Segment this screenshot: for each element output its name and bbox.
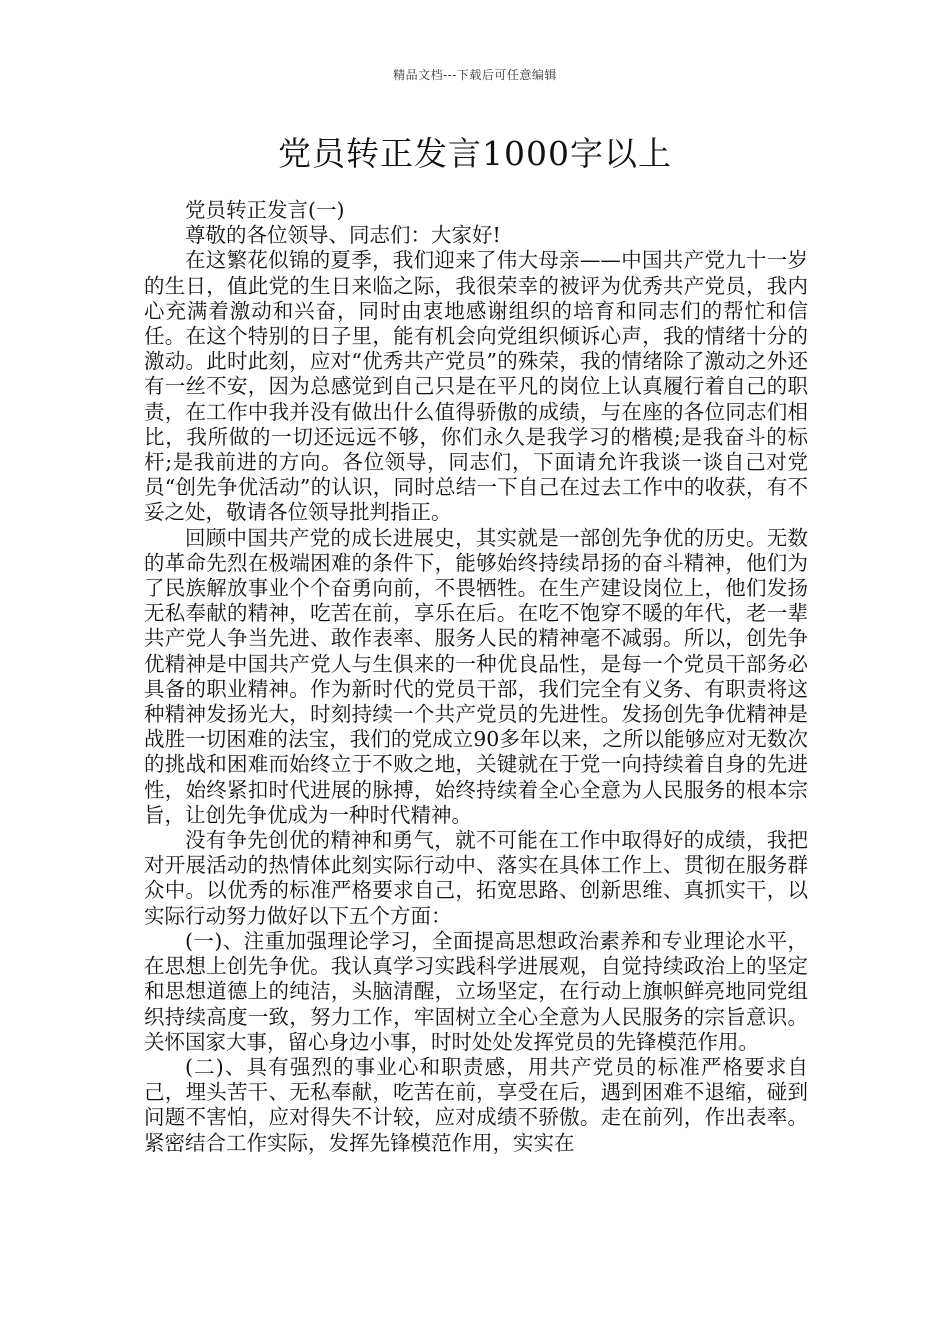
section-heading: 党员转正发言(一) [185,198,345,222]
document-body [144,198,808,1156]
body-paragraph: (一)、注重加强理论学习，全面提高思想政治素养和专业理论水平，在思想上创先争优。我认真学习实践科学进展观，自觉持续政治上的坚定和思想道德上的纯洁，头脑清醒，立场坚定，在行动上旗帜鲜亮地同党组织持续高度一致，努力工作，牢固树立全心全意为人民服务的宗旨意识。关怀国家大事，留心身边小事，时时处处发挥党员的先锋模范作用。 [144,928,808,1054]
body-paragraph: 没有争先创优的精神和勇气，就不可能在工作中取得好的成绩，我把对开展活动的热情体此刻实际行动中、落实在具体工作上、贯彻在服务群众中。以优秀的标准严格要求自己，拓宽思路、创新思维、真抓实干，以实际行动努力做好以下五个方面： [144,828,808,928]
body-paragraph: (二)、具有强烈的事业心和职责感，用共产党员的标准严格要求自己，埋头苦干、无私奉献，吃苦在前，享受在后，遇到困难不退缩，碰到问题不害怕，应对得失不计较，应对成绩不骄傲。走在前列，作出表率。紧密结合工作实际，发挥先锋模范作用，实实在 [144,1054,808,1155]
header-note: 精品文档---下载后可任意编辑 [393,68,557,82]
document-title: 党员转正发言1000字以上 [278,134,672,173]
salutation: 尊敬的各位领导、同志们：大家好! [185,223,501,248]
body-paragraph: 在这繁花似锦的夏季，我们迎来了伟大母亲——中国共产党九十一岁的生日，值此党的生日来临之际，我很荣幸的被评为优秀共产党员，我内心充满着激动和兴奋，同时由衷地感谢组织的培育和同志们的帮忙和信任。在这个特别的日子里，能有机会向党组织倾诉心声，我的情绪十分的激动。此时此刻，应对“优秀共产党员”的殊荣，我的情绪除了激动之外还有一丝不安，因为总感觉到自己只是在平凡的岗位上认真履行着自己的职责，在工作中我并没有做出什么值得骄傲的成绩，与在座的各位同志们相比，我所做的一切还远远不够，你们永久是我学习的楷模;是我奋斗的标杆;是我前进的方向。各位领导，同志们，下面请允许我谈一谈自己对党员“创先争优活动”的认识，同时总结一下自己在过去工作中的收获，有不妥之处，敬请各位领导批判指正。 [144,248,808,525]
body-paragraph: 回顾中国共产党的成长进展史，其实就是一部创先争优的历史。无数的革命先烈在极端困难的条件下，能够始终持续昂扬的奋斗精神，他们为了民族解放事业个个奋勇向前，不畏牺牲。在生产建设岗位上，他们发扬无私奉献的精神，吃苦在前，享乐在后。在吃不饱穿不暖的年代，老一辈共产党人争当先进、敢作表率、服务人民的精神毫不减弱。所以，创先争优精神是中国共产党人与生俱来的一种优良品性，是每一个党员干部务必具备的职业精神。作为新时代的党员干部，我们完全有义务、有职责将这种精神发扬光大，时刻持续一个共产党员的先进性。发扬创先争优精神是战胜一切困难的法宝，我们的党成立90多年以来，之所以能够应对无数次的挑战和困难而始终立于不败之地，关键就在于党一向持续着自身的先进性，始终紧扣时代进展的脉搏，始终持续着全心全意为人民服务的根本宗旨，让创先争优成为一种时代精神。 [144,525,808,827]
